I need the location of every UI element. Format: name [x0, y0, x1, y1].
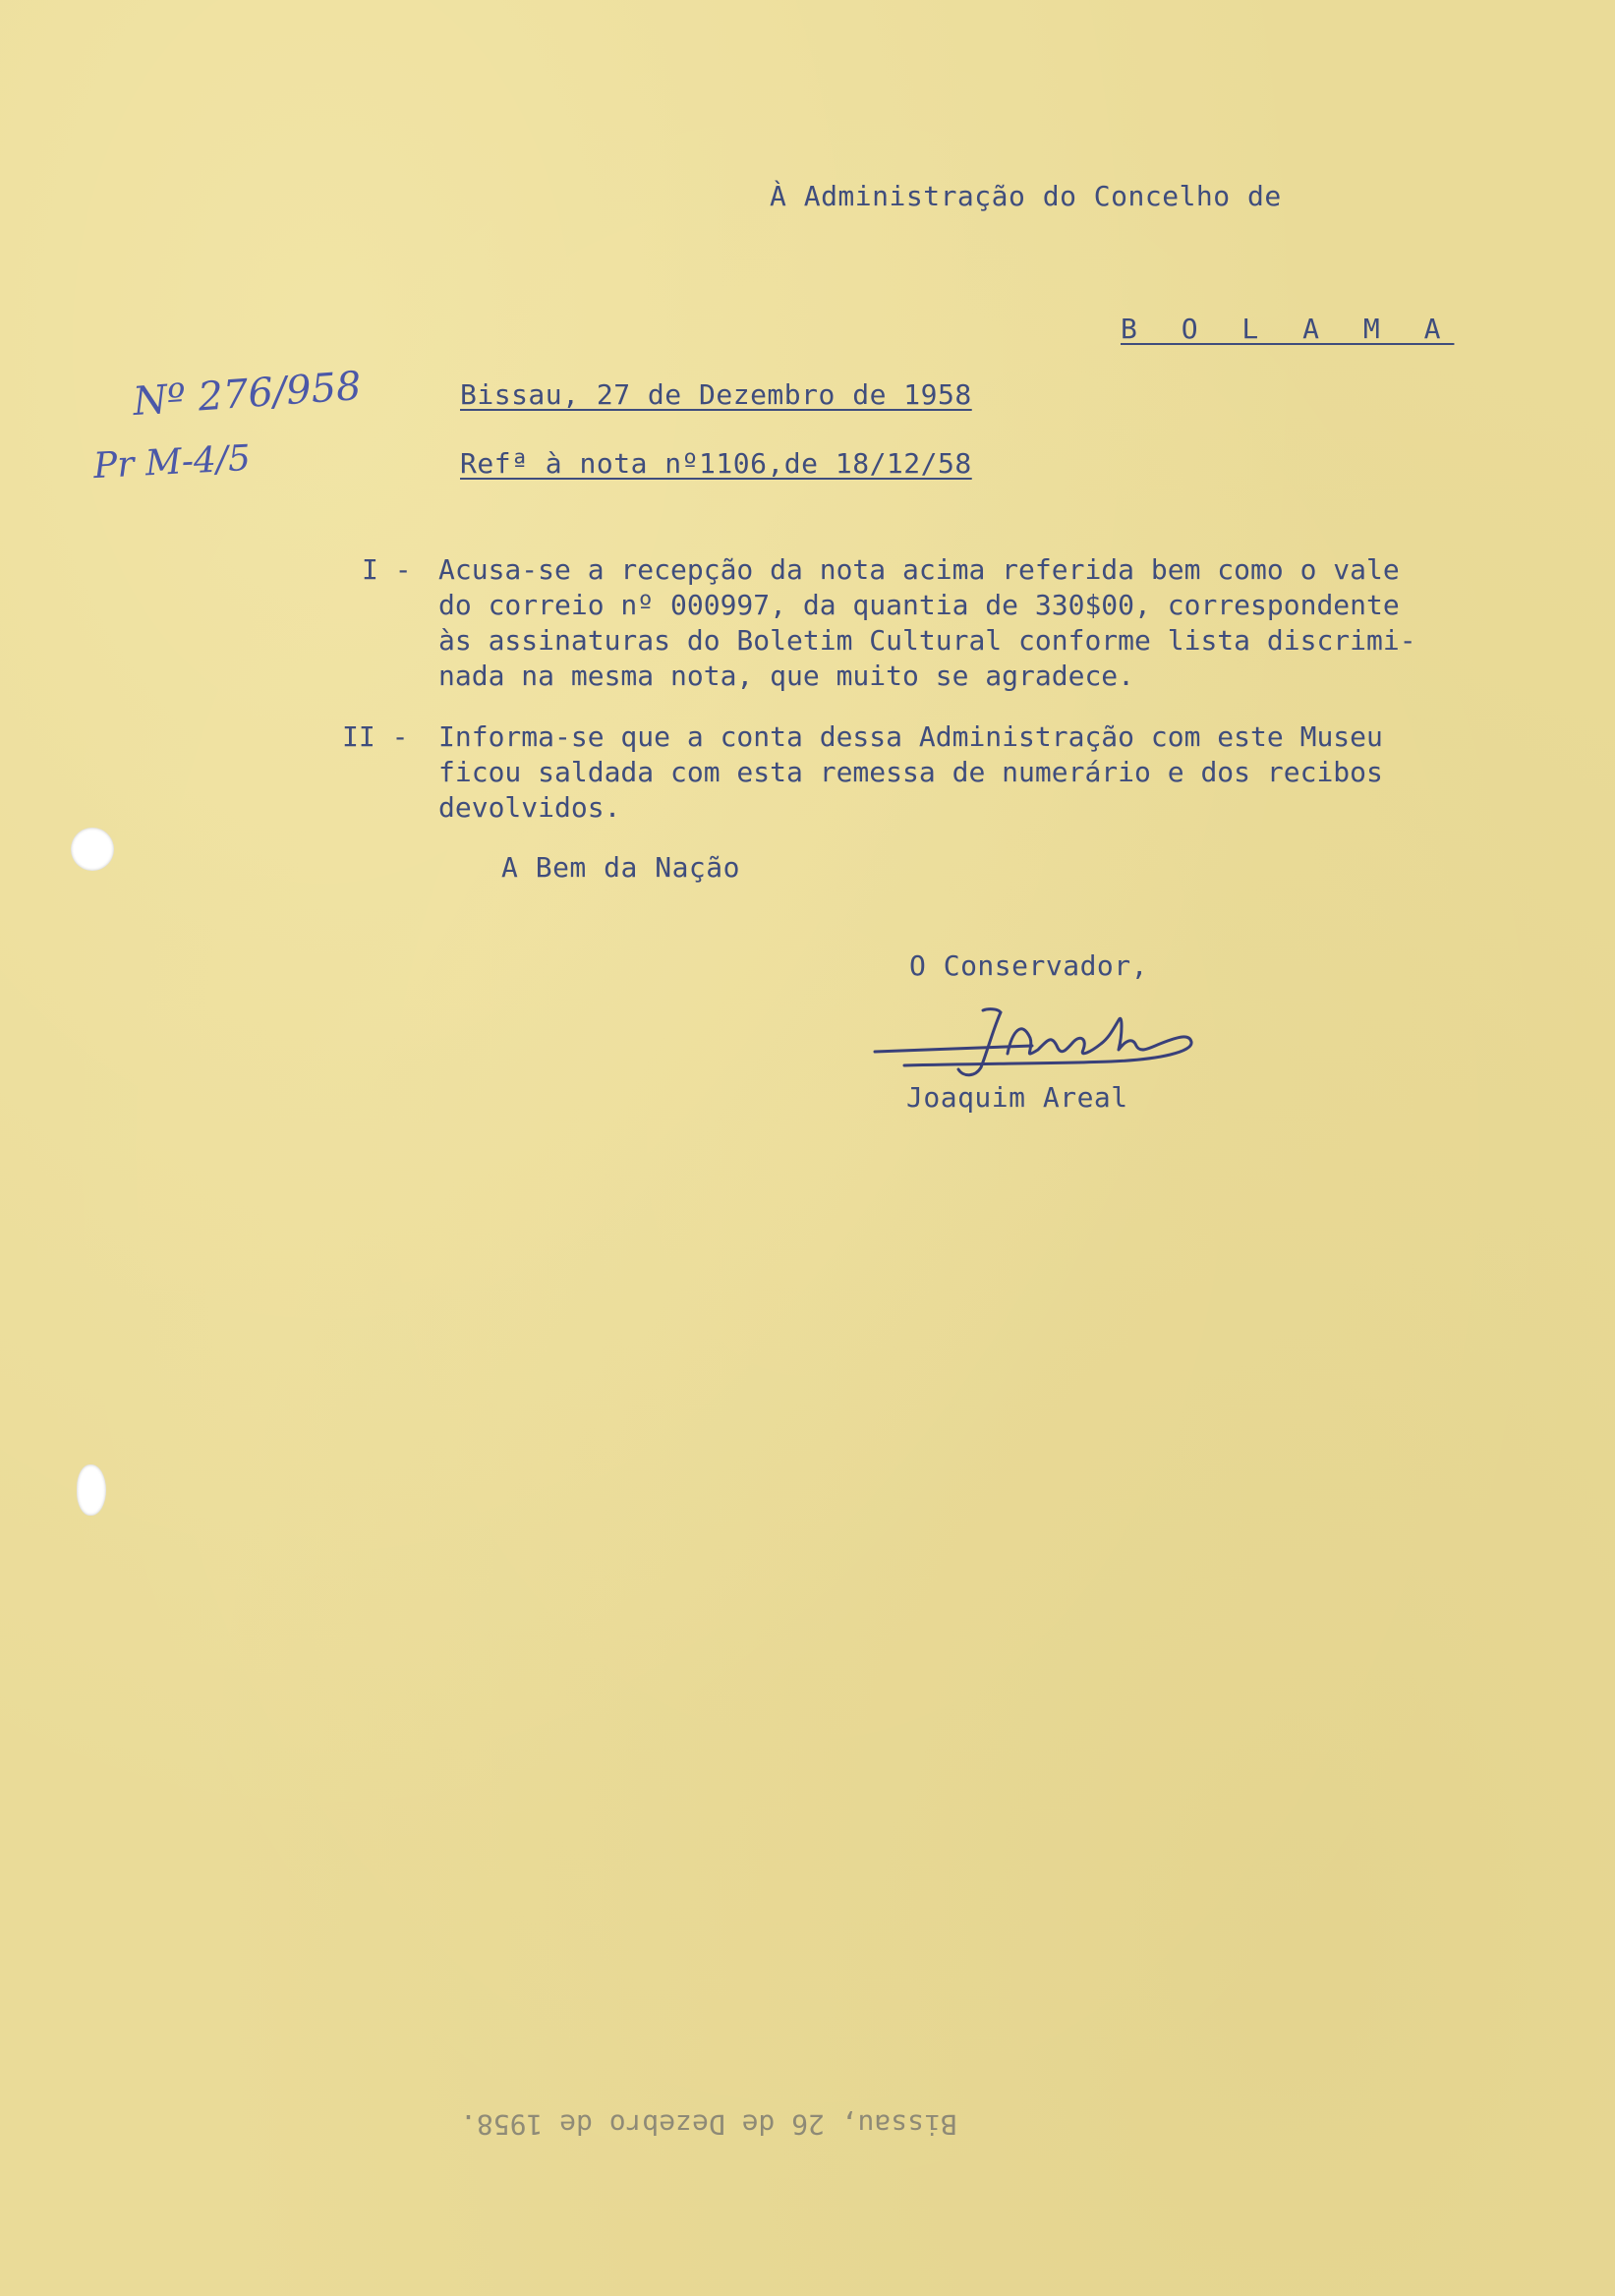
- item-1-line: às assinaturas do Boletim Cultural conforme lista discrimi-: [438, 624, 1416, 657]
- item-1-line: Acusa-se a recepção da nota acima referida bem como o vale: [438, 553, 1400, 586]
- punch-hole-bottom: [77, 1464, 106, 1516]
- reference-line: Refª à nota nº1106,de 18/12/58: [460, 447, 972, 480]
- item-2-line: ficou saldada com esta remessa de numerário e dos recibos: [438, 756, 1383, 788]
- bleed-through-text: Bissau, 26 de Dezebro de 1958.: [460, 2108, 957, 2141]
- item-1-number: I -: [362, 553, 412, 586]
- item-2-line: devolvidos.: [438, 791, 621, 824]
- closing-salutation: A Bem da Nação: [501, 851, 741, 884]
- handwritten-routing-note: Pr M-4/5: [92, 437, 252, 488]
- signatory-name: Joaquim Areal: [906, 1081, 1128, 1114]
- item-2-line: Informa-se que a conta dessa Administração com este Museu: [438, 720, 1383, 753]
- signatory-title: O Conservador,: [909, 949, 1149, 982]
- addressee-place: B O L A M A: [1121, 313, 1455, 345]
- item-2-number: II -: [342, 720, 409, 753]
- item-1-line: do correio nº 000997, da quantia de 330$00, correspondente: [438, 589, 1400, 621]
- punch-hole-top: [71, 828, 114, 871]
- date-line: Bissau, 27 de Dezembro de 1958: [460, 378, 972, 411]
- addressee-line: À Administração do Concelho de: [770, 180, 1282, 212]
- handwritten-reference-number: Nº 276/958: [131, 363, 364, 426]
- item-1-line: nada na mesma nota, que muito se agradece.: [438, 660, 1135, 692]
